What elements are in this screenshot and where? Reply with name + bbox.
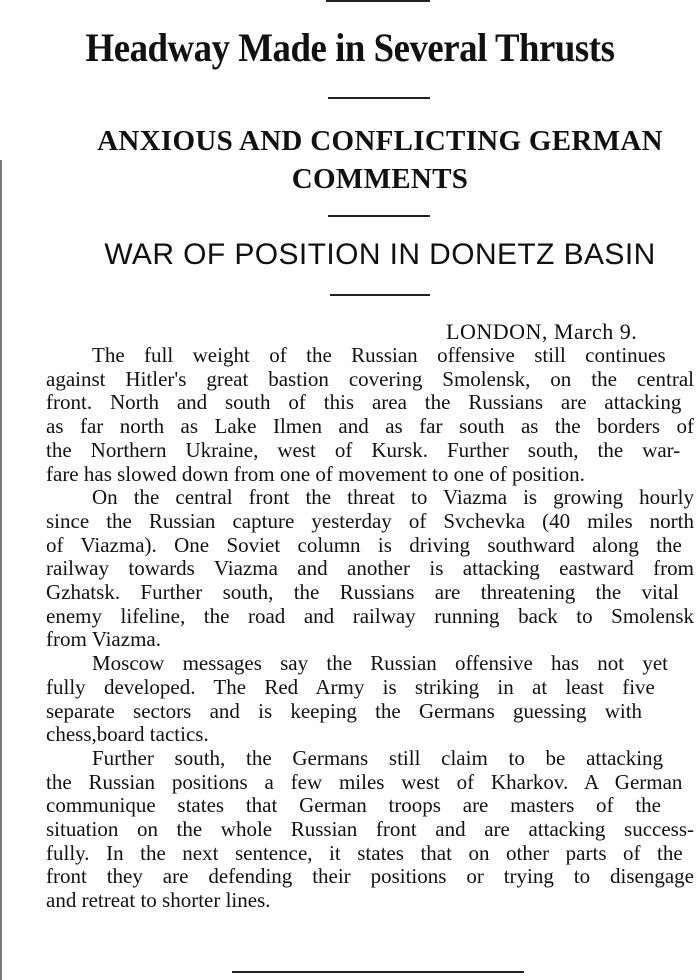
article-headline: Headway Made in Several Thrusts [85,25,615,70]
body-line: since the Russian capture yesterday of Svchevka (40 miles north [46,508,694,533]
body-line: as far north as Lake Ilmen and as far south as the borders of [46,414,694,439]
body-line: The full weight of the Russian offensive still continues [92,343,666,367]
body-line: separate sectors and is keeping the Germans guessing with [46,698,643,723]
article-subheading [60,122,700,198]
rule-below-headline [328,97,430,99]
body-paragraph [46,344,694,486]
body-line: front they are defending their positions or trying to disengage [46,864,694,889]
body-line: fare has slowed down from one of movement to one of position. [46,461,585,486]
body-line: Gzhatsk. Further south, the Russians are threatening the vital [46,580,679,605]
article-dateline: LONDON, March 9. [446,319,638,344]
body-line: situation on the whole Russian front and are attacking success- [46,817,694,842]
body-paragraph [46,747,694,913]
rule-below-subheading [328,215,430,217]
bottom-rule [232,971,524,973]
body-line: the Russian positions a few miles west of Kharkov. A German [46,769,683,794]
body-line: fully developed. The Red Army is striking in at least five [46,674,655,699]
article-subheading-line-2: COMMENTS [291,163,469,195]
body-paragraph [46,652,694,747]
body-paragraph [46,486,694,652]
body-line: chess,board tactics. [46,722,209,747]
body-line: railway towards Viazma and another is attacking eastward from [46,556,694,581]
body-line: from Viazma. [46,627,161,652]
body-line: Moscow messages say the Russian offensive has not yet [92,651,669,676]
top-rule [326,0,430,2]
body-line: communique states that German troops are masters of the [46,793,661,818]
body-line: On the central front the threat to Viazma is growing hourly [92,485,694,510]
body-line: and retreat to shorter lines. [46,888,271,913]
rule-below-subheading-2 [330,294,430,296]
body-line: of Viazma). One Soviet column is driving southward along the [46,532,682,557]
column-edge [0,160,2,980]
body-line: the Northern Ukraine, west of Kursk. Further south, the war- [46,437,681,462]
article-subheading-2: WAR OF POSITION IN DONETZ BASIN [104,238,656,271]
body-line: Further south, the Germans still claim to be attacking [92,745,664,770]
body-line: fully. In the next sentence, it states that on other parts of the [46,840,683,865]
body-line: against Hitler's great bastion covering Smolensk, on the central [46,366,694,391]
article-subheading-line-1: ANXIOUS AND CONFLICTING GERMAN [97,125,663,157]
body-line: enemy lifeline, the road and railway running back to Smolensk [46,603,694,628]
article-body [46,344,694,913]
body-line: front. North and south of this area the Russians are attacking [46,390,682,415]
